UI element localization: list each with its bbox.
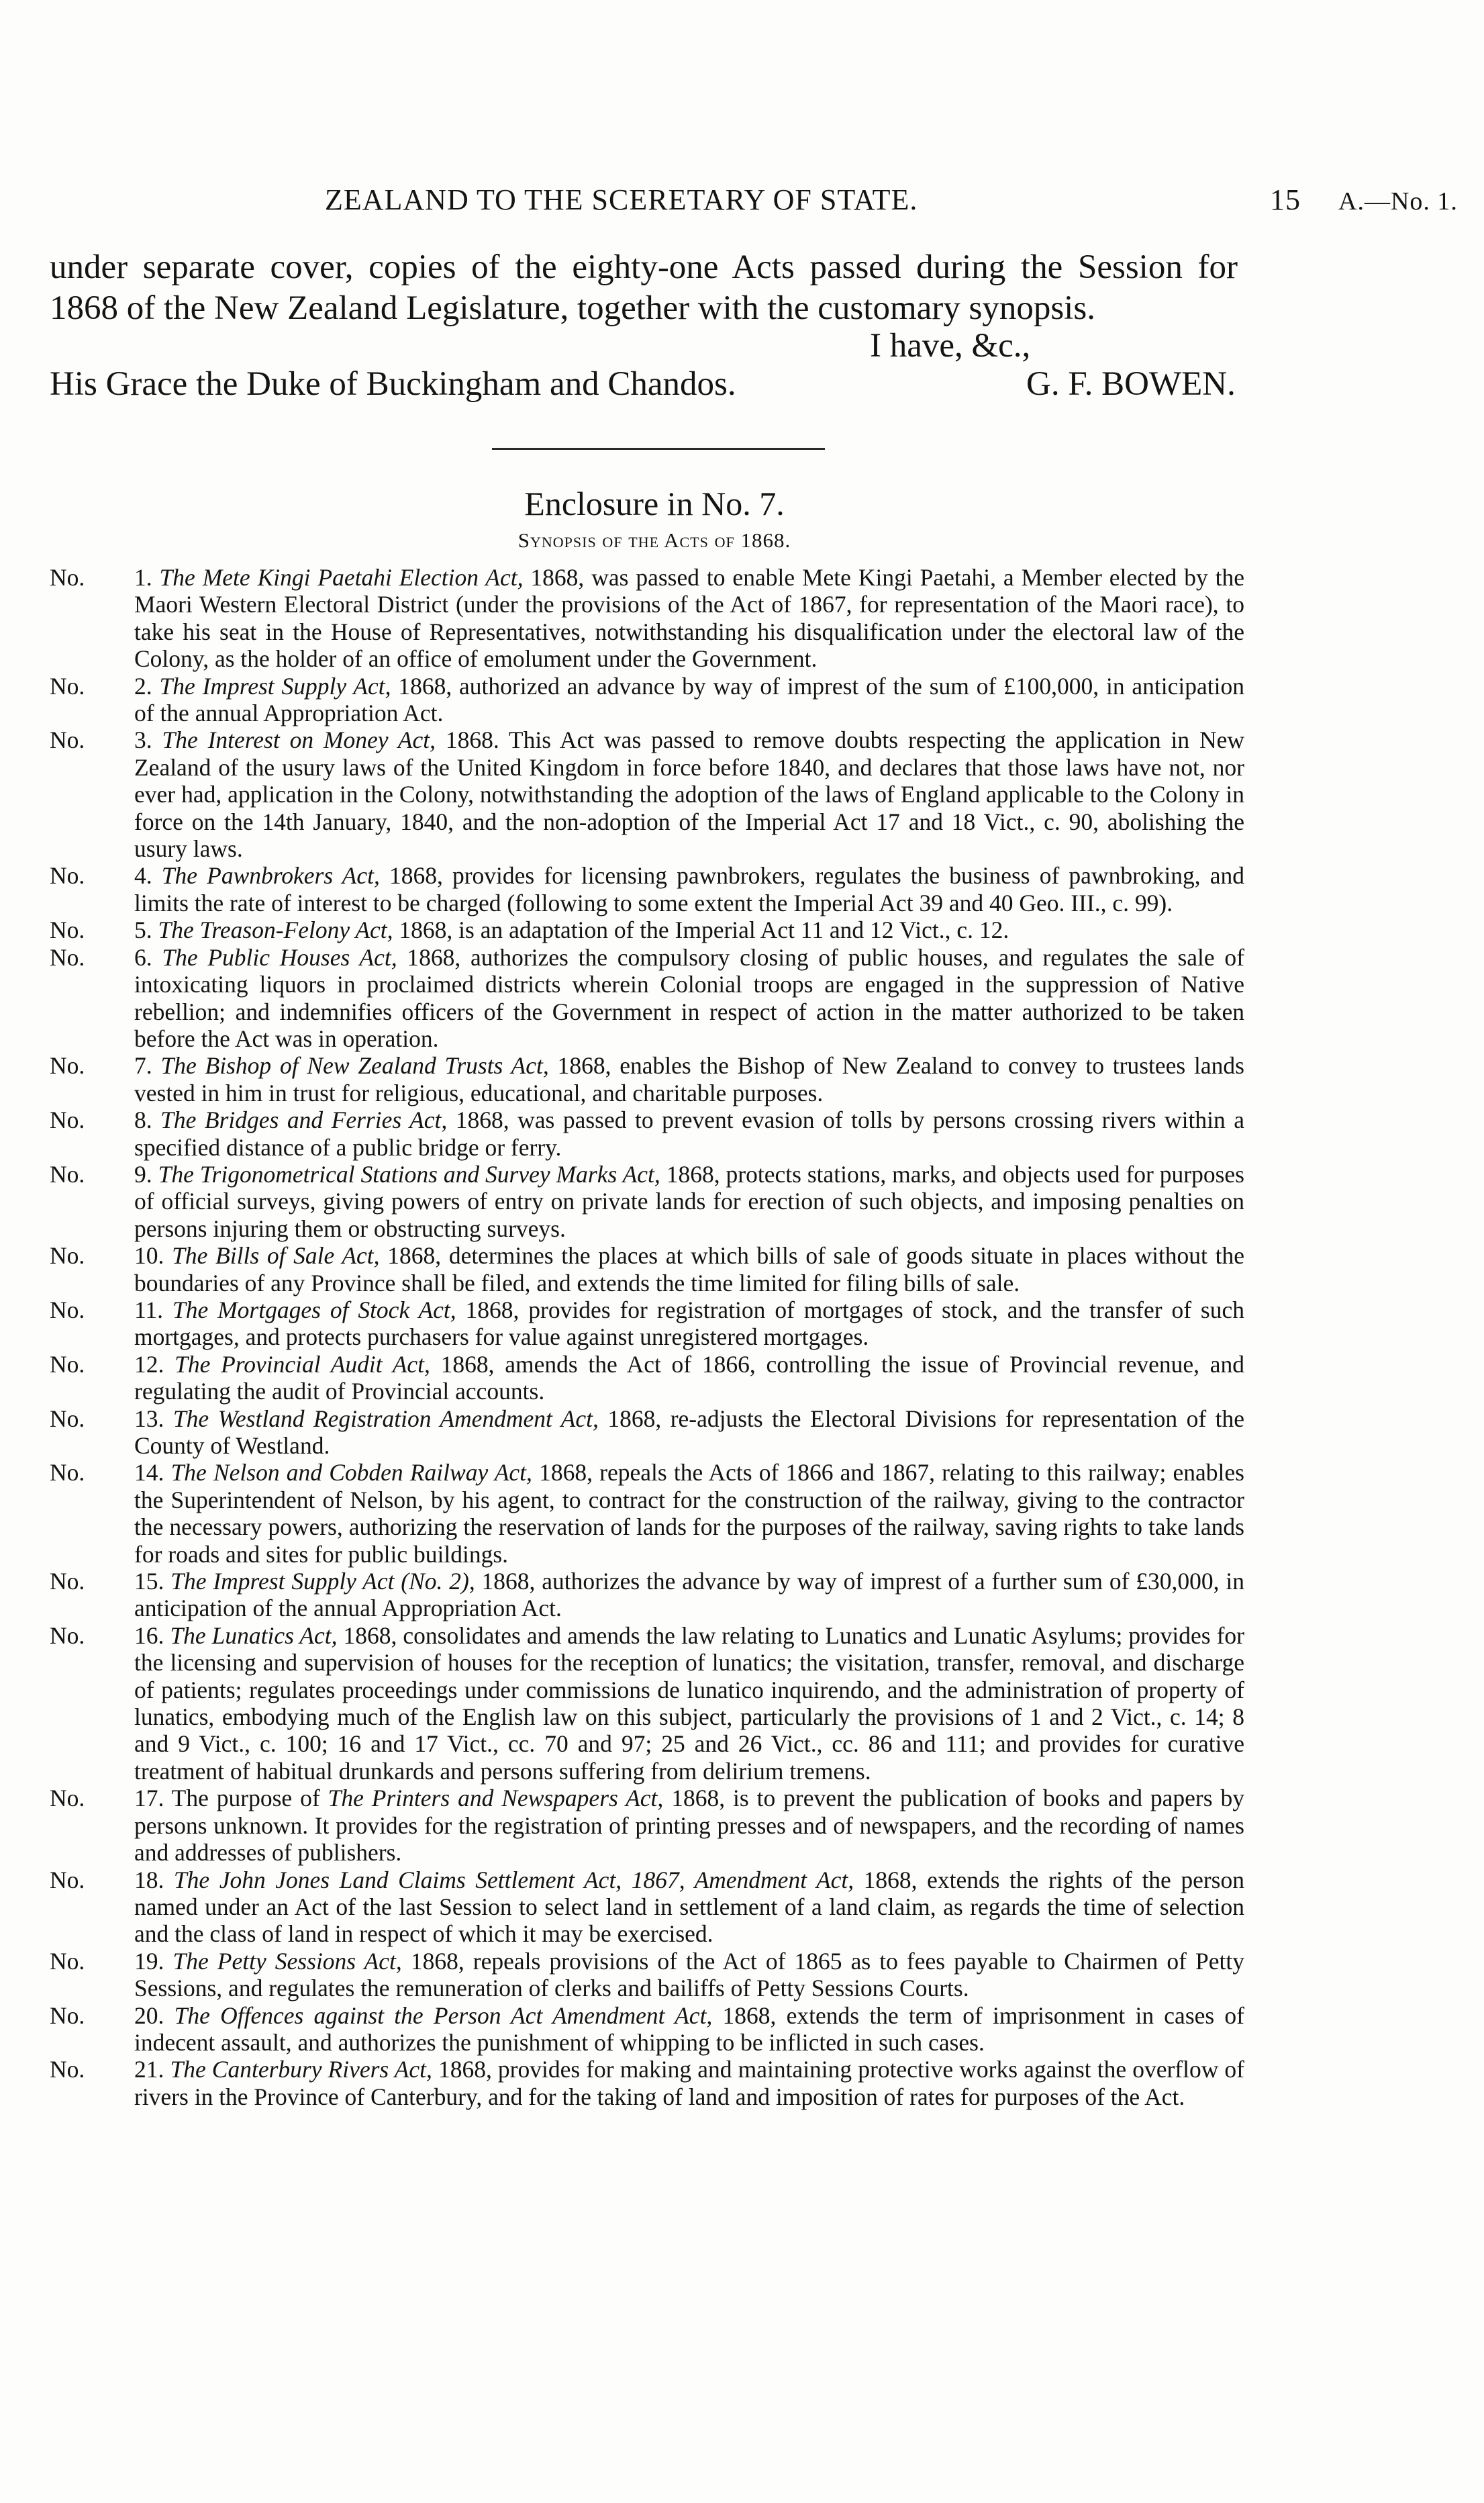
act-title: The Lunatics Act, — [170, 1621, 338, 1649]
item-number: No. — [50, 1242, 85, 1270]
item-text — [134, 564, 1244, 673]
item-description: 1868, provides for making and maintaining protective works against the overflow of rivers in the Province of Canterbury, and for the taking of land and imposition of rates for purposes of the Act. — [134, 2056, 1244, 2110]
item-text — [134, 2002, 1244, 2057]
item-number: No. — [50, 1106, 85, 1134]
synopsis-item — [50, 1867, 1244, 1948]
synopsis-item — [50, 2002, 1244, 2057]
item-lead: 6. — [134, 943, 162, 971]
synopsis-item — [50, 944, 1244, 1053]
item-number: No. — [50, 1785, 85, 1812]
item-lead: 17. The purpose of — [134, 1785, 328, 1812]
item-description: 1868, enables the Bishop of New Zealand to convey to trustees lands vested in him in trust for religious, educational, and charitable purposes. — [134, 1052, 1244, 1106]
synopsis-item — [50, 564, 1244, 673]
item-text — [134, 1867, 1244, 1948]
act-title: The Interest on Money Act, — [162, 726, 436, 754]
act-title: The Mortgages of Stock Act, — [172, 1296, 456, 1323]
act-title: The Bridges and Ferries Act, — [160, 1106, 448, 1134]
synopsis-item — [50, 673, 1244, 727]
item-lead: 8. — [134, 1106, 161, 1134]
section-divider — [492, 448, 825, 450]
synopsis-item — [50, 2056, 1244, 2110]
item-text — [134, 1161, 1244, 1242]
item-description: 1868, determines the places at which bills of sale of goods situate in places without the boundaries of any Province shall be filed, and extends the time limited for filing bills of sale. — [134, 1242, 1244, 1296]
item-text — [134, 726, 1244, 862]
item-description: 1868, extends the term of imprisonment in cases of indecent assault, and authorizes the punishment of whipping to be inflicted in such cases. — [134, 2001, 1245, 2056]
item-number: No. — [50, 672, 85, 700]
item-description: 1868, provides for licensing pawnbrokers, regulates the business of pawnbroking, and limits the rate of interest to be charged (following to some extent the Imperial Act 39 and 40 Geo. III., c. 99). — [134, 862, 1245, 916]
page-number: 15 — [1270, 183, 1301, 216]
item-text — [134, 1785, 1244, 1866]
item-lead: 18. — [134, 1866, 174, 1893]
synopsis-item — [50, 1351, 1244, 1405]
item-lead: 15. — [134, 1568, 171, 1595]
item-number: No. — [50, 1405, 85, 1432]
item-number: No. — [50, 1621, 85, 1649]
item-number: No. — [50, 564, 85, 591]
item-description: 1868, authorized an advance by way of imprest of the sum of £100,000, in anticipation of the annual Appropriation Act. — [134, 672, 1244, 727]
item-description: 1868, was passed to enable Mete Kingi Paetahi, a Member elected by the Maori Western Electoral District (under the provisions of the Act of 1867, for representation of the Maori race), to take his seat in the House of Representatives, notwithstanding his disqualification under the electoral law of the Colony, as the holder of an office of emolument under the Government. — [134, 564, 1244, 673]
item-lead: 19. — [134, 1947, 173, 1975]
act-title: The Pawnbrokers Act, — [161, 862, 380, 890]
item-text — [134, 1052, 1244, 1106]
act-title: The Imprest Supply Act (No. 2), — [170, 1568, 475, 1595]
synopsis-item — [50, 1785, 1244, 1866]
item-description: 1868, was passed to prevent evasion of tolls by persons crossing rivers within a specified distance of a public bridge or ferry. — [134, 1106, 1245, 1161]
letter-line-2: 1868 of the New Zealand Legislature, together with the customary synopsis. — [50, 289, 1095, 327]
item-lead: 12. — [134, 1350, 175, 1378]
synopsis-item — [50, 916, 1244, 943]
synopsis-item — [50, 1405, 1244, 1460]
item-text — [134, 944, 1244, 1053]
act-title: The Petty Sessions Act, — [172, 1947, 402, 1975]
item-number: No. — [50, 1052, 85, 1080]
synopsis-item — [50, 1052, 1244, 1106]
item-number: No. — [50, 726, 85, 754]
item-lead: 2. — [134, 672, 160, 700]
item-lead: 16. — [134, 1621, 170, 1649]
item-number: No. — [50, 1160, 85, 1188]
letter-line-1: under separate cover, copies of the eighty-one Acts passed during the Session for — [50, 248, 1238, 286]
act-title: The Treason-Felony Act, — [158, 916, 393, 944]
act-title: The Bishop of New Zealand Trusts Act, — [160, 1052, 549, 1080]
act-title: The Westland Registration Amendment Act, — [172, 1405, 599, 1432]
synopsis-item — [50, 1459, 1244, 1568]
letter-closing: I have, &c., — [870, 327, 1031, 365]
item-description: 1868, is to prevent the publication of books and papers by persons unknown. It provides for the registration of printing presses and of newspapers, and the recording of names and addresses of publishers. — [134, 1785, 1245, 1867]
item-number: No. — [50, 943, 85, 971]
item-text — [134, 2056, 1244, 2110]
item-number: No. — [50, 1568, 85, 1595]
item-lead: 4. — [134, 862, 162, 890]
item-description: 1868, extends the rights of the person named under an Act of the last Session to select land in settlement of a land claim, as regards the time of selection and the class of land in respect of which it may be exercised. — [134, 1866, 1244, 1948]
act-title: The Nelson and Cobden Railway Act, — [170, 1459, 532, 1486]
item-lead: 5. — [134, 916, 158, 944]
item-number: No. — [50, 916, 85, 944]
item-number: No. — [50, 1350, 85, 1378]
item-lead: 20. — [134, 2001, 175, 2029]
letter-addressee: His Grace the Duke of Buckingham and Chandos. — [50, 365, 736, 403]
act-title: The Imprest Supply Act, — [159, 672, 391, 700]
synopsis-list — [50, 564, 1244, 2110]
synopsis-item — [50, 1106, 1244, 1161]
item-description: 1868, repeals the Acts of 1866 and 1867, relating to this railway; enables the Superintendent of Nelson, by his agent, to contract for the construction of the railway, giving to the contractor the necessary powers, authorizing the reservation of lands for the purposes of the railway, saving rights to take lands for roads and sites for public buildings. — [134, 1459, 1244, 1568]
item-text — [134, 916, 1244, 943]
enclosure-subtitle: Synopsis of the Acts of 1868. — [517, 528, 791, 552]
item-number: No. — [50, 2001, 85, 2029]
item-text — [134, 673, 1244, 727]
item-text — [134, 1948, 1244, 2002]
synopsis-item — [50, 862, 1244, 916]
item-lead: 13. — [134, 1405, 173, 1432]
act-title: The Public Houses Act, — [162, 943, 397, 971]
synopsis-item — [50, 1242, 1244, 1296]
running-header-title: ZEALAND TO THE SCERETARY OF STATE. — [325, 183, 918, 216]
item-number: No. — [50, 1947, 85, 1975]
item-description: 1868. This Act was passed to remove doubts respecting the application in New Zealand of the usury laws of the United Kingdom in force before 1840, and declares that those laws have not, nor ever had, application in the Colony, notwithstanding the adoption of the laws of England applicable to the Colony in force on the 14th January, 1840, and the non-adoption of the Imperial Act 17 and 18 Vict., c. 90, abolishing the usury laws. — [134, 726, 1245, 863]
item-lead: 3. — [134, 726, 162, 754]
enclosure-title: Enclosure in No. 7. — [524, 485, 785, 522]
item-lead: 10. — [134, 1242, 172, 1270]
item-text — [134, 1622, 1244, 1785]
act-title: The Trigonometrical Stations and Survey Marks Act, — [158, 1160, 660, 1188]
item-description: 1868, provides for registration of mortgages of stock, and the transfer of such mortgages, and protects purchasers for value against unregistered mortgages. — [134, 1296, 1244, 1351]
item-number: No. — [50, 1296, 85, 1323]
item-description: 1868, amends the Act of 1866, controlling the issue of Provincial revenue, and regulating the audit of Provincial accounts. — [134, 1350, 1244, 1405]
item-number: No. — [50, 862, 85, 890]
act-title: The Canterbury Rivers Act, — [170, 2056, 432, 2083]
document-reference: A.—No. 1. — [1338, 187, 1458, 216]
item-text — [134, 862, 1244, 916]
item-text — [134, 1351, 1244, 1405]
synopsis-item — [50, 1622, 1244, 1785]
item-number: No. — [50, 1866, 85, 1893]
synopsis-item — [50, 1568, 1244, 1622]
item-lead: 7. — [134, 1052, 161, 1080]
item-text — [134, 1568, 1244, 1622]
item-lead: 1. — [134, 564, 160, 591]
letter-body — [50, 247, 1238, 329]
synopsis-item — [50, 1161, 1244, 1242]
letter-signature: G. F. BOWEN. — [1026, 365, 1236, 403]
item-number: No. — [50, 1459, 85, 1486]
act-title: The Provincial Audit Act, — [175, 1350, 430, 1378]
item-description: 1868, authorizes the advance by way of imprest of a further sum of £30,000, in anticipation of the annual Appropriation Act. — [134, 1568, 1244, 1622]
item-text — [134, 1242, 1244, 1296]
act-title: The Bills of Sale Act, — [172, 1242, 380, 1270]
item-description: 1868, re-adjusts the Electoral Divisions for representation of the County of Westland. — [134, 1405, 1245, 1459]
item-lead: 9. — [134, 1160, 158, 1188]
item-text — [134, 1405, 1244, 1460]
item-text — [134, 1106, 1244, 1161]
item-number: No. — [50, 2056, 85, 2083]
synopsis-item — [50, 726, 1244, 862]
item-lead: 11. — [134, 1296, 172, 1323]
synopsis-item — [50, 1948, 1244, 2002]
act-title: The Mete Kingi Paetahi Election Act, — [159, 564, 524, 591]
item-description: 1868, is an adaptation of the Imperial Act 11 and 12 Vict., c. 12. — [393, 916, 1009, 944]
item-description: 1868, repeals provisions of the Act of 1865 as to fees payable to Chairmen of Petty Sessions, and regulates the remuneration of clerks and bailiffs of Petty Sessions Courts. — [134, 1947, 1244, 2002]
act-title: The John Jones Land Claims Settlement Act, 1867, Amendment Act, — [173, 1866, 854, 1893]
synopsis-item — [50, 1296, 1244, 1351]
item-description: 1868, authorizes the compulsory closing of public houses, and regulates the sale of intoxicating liquors in proclaimed districts wherein Colonial troops are engaged in the suppression of Native rebellion; and indemnifies officers of the Government in respect of action in the matter authorized to be taken before the Act was in operation. — [134, 943, 1244, 1052]
item-text — [134, 1296, 1244, 1351]
act-title: The Printers and Newspapers Act, — [328, 1785, 664, 1812]
item-text — [134, 1459, 1244, 1568]
act-title: The Offences against the Person Act Amendment Act, — [174, 2001, 713, 2029]
item-description: 1868, consolidates and amends the law relating to Lunatics and Lunatic Asylums; provides for the licensing and supervision of houses for the reception of lunatics; the visitation, transfer, removal, and discharge of patients; regulates proceedings under commissions de lunatico inquirendo, and the administration of property of lunatics, embodying much of the English law on this subject, particularly the provisions of 1 and 2 Vict., c. 14; 8 and 9 Vict., c. 100; 16 and 17 Vict., cc. 70 and 97; 25 and 26 Vict., cc. 86 and 111; and provides for curative treatment of habitual drunkards and persons suffering from delirium tremens. — [134, 1621, 1244, 1785]
item-lead: 14. — [134, 1459, 171, 1486]
item-lead: 21. — [134, 2056, 170, 2083]
item-description: 1868, protects stations, marks, and objects used for purposes of official surveys, giving powers of entry on private lands for erection of such objects, and imposing penalties on persons injuring them or obstructing surveys. — [134, 1160, 1244, 1242]
